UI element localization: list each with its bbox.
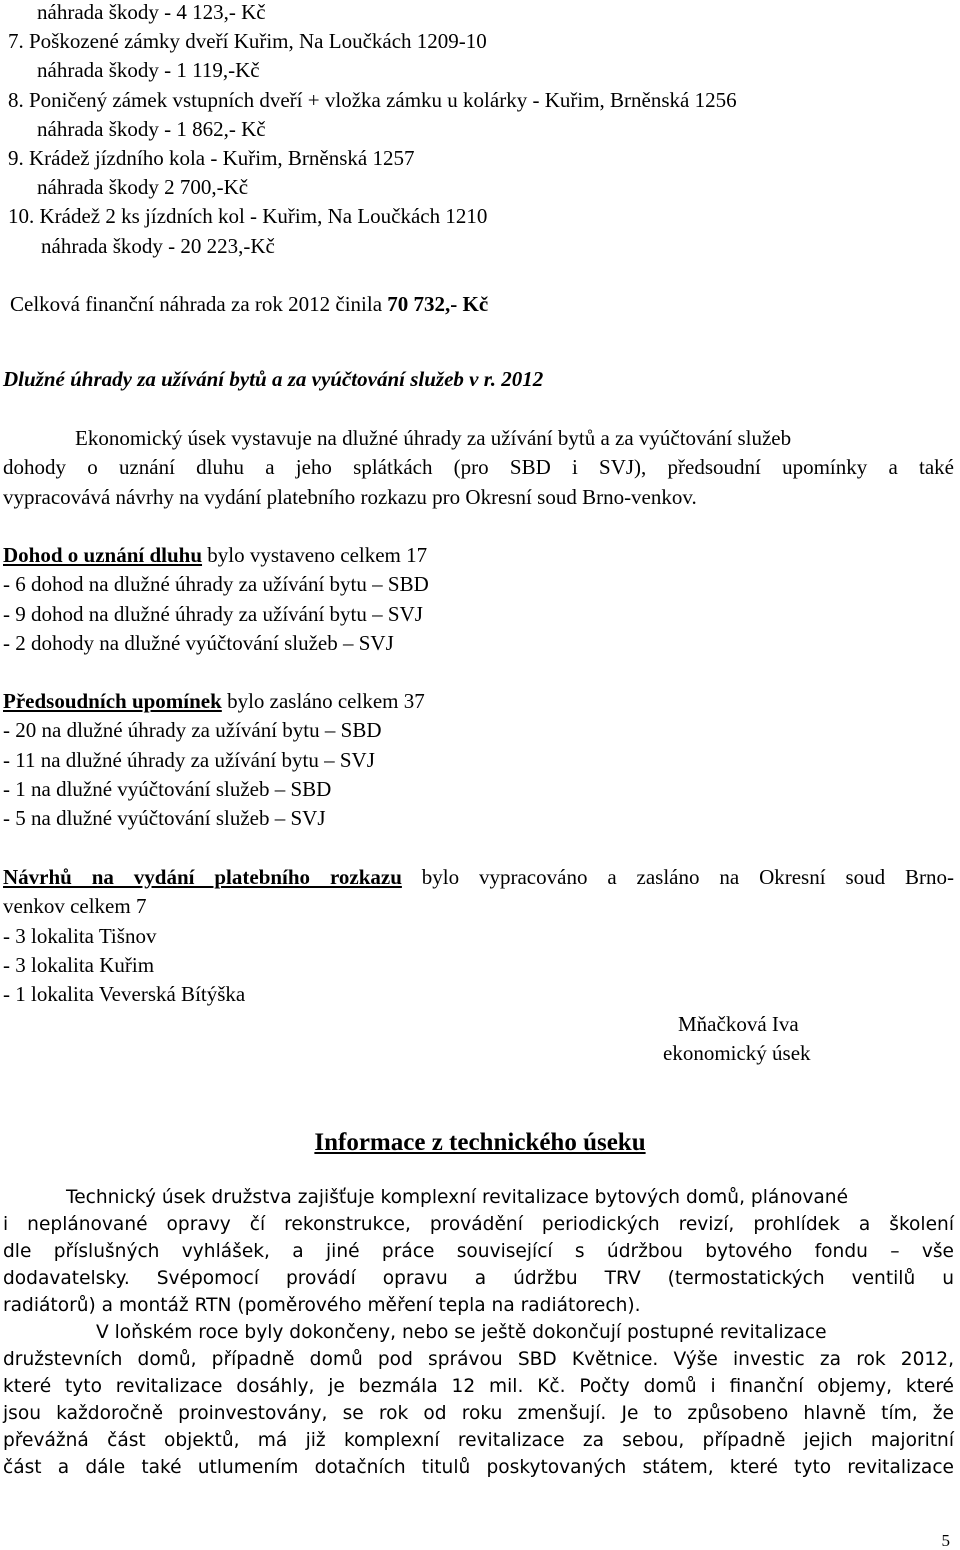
debts-heading bbox=[3, 369, 543, 390]
debts-heading-text: Dlužné úhrady za užívání bytů a za vyúčtování služeb v r. 2012 bbox=[3, 367, 544, 391]
technical-p2-line1: V loňském roce byly dokončeny, nebo se ještě dokončují postupné revitalizace bbox=[96, 1322, 827, 1343]
debts-intro-line2: dohody o uznání dluhu a jeho splátkách (pro SBD i SVJ), předsoudní upomínky a také bbox=[3, 455, 954, 479]
debts-intro-line1: Ekonomický úsek vystavuje na dlužné úhrady za užívání bytů a za vyúčtování služeb bbox=[75, 426, 792, 450]
reminders-item: - 20 na dlužné úhrady za užívání bytu – SBD bbox=[3, 718, 382, 742]
item6-damage: náhrada škody - 4 123,- Kč bbox=[37, 0, 266, 24]
agreements-item: - 2 dohody na dlužné vyúčtování služeb – SVJ bbox=[3, 631, 394, 655]
signature-department: ekonomický úsek bbox=[663, 1041, 811, 1065]
total-amount: 70 732,- Kč bbox=[387, 292, 489, 316]
item9-title: 9. Krádež jízdního kola - Kuřim, Brněnská 1257 bbox=[8, 146, 415, 170]
technical-p1-line1: Technický úsek družstva zajišťuje komplexní revitalizace bytových domů, plánované bbox=[66, 1187, 849, 1208]
technical-p2-line2: družstevních domů, případně domů pod správou SBD Květnice. Výše investic za rok 2012, bbox=[3, 1349, 954, 1370]
reminders-summary-text: bylo zasláno celkem 37 bbox=[221, 689, 425, 713]
technical-heading bbox=[0, 1130, 960, 1155]
technical-p2-line5: převážná část objektů, má již komplexní revitalizace za sebou, případně jejich majoritní bbox=[3, 1430, 954, 1451]
technical-p1-line5: radiátorů) a montáž RTN (poměrového měření tepla na radiátorech). bbox=[3, 1295, 641, 1316]
reminders-label: Předsoudních upomínek bbox=[3, 689, 222, 713]
payment-orders-item: - 3 lokalita Kuřim bbox=[3, 953, 155, 977]
reminders-summary bbox=[3, 691, 425, 712]
item10-damage: náhrada škody - 20 223,-Kč bbox=[41, 234, 275, 258]
payment-orders-summary-text: bylo vypracováno a zasláno na Okresní soud Brno- bbox=[401, 865, 954, 889]
technical-p1-line2: i neplánované opravy čí rekonstrukce, provádění periodických revizí, prohlídek a školení bbox=[3, 1214, 954, 1235]
technical-heading-text: Informace z technického úseku bbox=[314, 1129, 646, 1156]
technical-p1-line3: dle příslušných vyhlášek, a jiné práce související s údržbou bytového fondu – vše bbox=[3, 1241, 954, 1262]
agreements-item: - 9 dohod na dlužné úhrady za užívání bytu – SVJ bbox=[3, 602, 423, 626]
payment-orders-item: - 1 lokalita Veverská Bítýška bbox=[3, 982, 246, 1006]
technical-p1-line4: dodavatelsky. Svépomocí provádí opravu a údržbu TRV (termostatických ventilů u bbox=[3, 1268, 954, 1289]
item8-damage: náhrada škody - 1 862,- Kč bbox=[37, 117, 266, 141]
agreements-label: Dohod o uznání dluhu bbox=[3, 543, 203, 567]
technical-p2-line4: jsou každoročně proinvestovány, se rok od roku zmenšují. Je to způsobeno hlavně tím, že bbox=[3, 1403, 954, 1424]
signature-name: Mňačková Iva bbox=[678, 1012, 799, 1036]
reminders-item: - 5 na dlužné vyúčtování služeb – SVJ bbox=[3, 806, 326, 830]
technical-p2-line6: část a dále také utlumením dotačních titulů poskytovaných státem, které tyto revitalizace bbox=[3, 1457, 954, 1478]
page-number: 5 bbox=[941, 1531, 950, 1550]
debts-intro-line3: vypracovává návrhy na vydání platebního rozkazu pro Okresní soud Brno-venkov. bbox=[3, 485, 697, 509]
reminders-item: - 11 na dlužné úhrady za užívání bytu – SVJ bbox=[3, 748, 375, 772]
total-line bbox=[10, 294, 488, 315]
technical-p2-line3: které tyto revitalizace dosáhly, je bezmála 12 mil. Kč. Počty domů i finanční objemy, které bbox=[3, 1376, 954, 1397]
item9-damage: náhrada škody 2 700,-Kč bbox=[37, 175, 249, 199]
total-text: Celková finanční náhrada za rok 2012 činila bbox=[10, 292, 388, 316]
agreements-summary bbox=[3, 545, 427, 566]
reminders-item: - 1 na dlužné vyúčtování služeb – SBD bbox=[3, 777, 332, 801]
payment-orders-label: Návrhů na vydání platebního rozkazu bbox=[3, 865, 402, 889]
item7-title: 7. Poškozené zámky dveří Kuřim, Na Loučkách 1209-10 bbox=[8, 29, 487, 53]
payment-orders-item: - 3 lokalita Tišnov bbox=[3, 924, 157, 948]
payment-orders-summary bbox=[3, 867, 954, 888]
agreements-item: - 6 dohod na dlužné úhrady za užívání bytu – SBD bbox=[3, 572, 429, 596]
item8-title: 8. Poničený zámek vstupních dveří + vložka zámku u kolárky - Kuřim, Brněnská 1256 bbox=[8, 88, 737, 112]
item10-title: 10. Krádež 2 ks jízdních kol - Kuřim, Na Loučkách 1210 bbox=[8, 204, 488, 228]
payment-orders-summary-line2: venkov celkem 7 bbox=[3, 894, 147, 918]
item7-damage: náhrada škody - 1 119,-Kč bbox=[37, 58, 260, 82]
agreements-summary-text: bylo vystaveno celkem 17 bbox=[202, 543, 428, 567]
